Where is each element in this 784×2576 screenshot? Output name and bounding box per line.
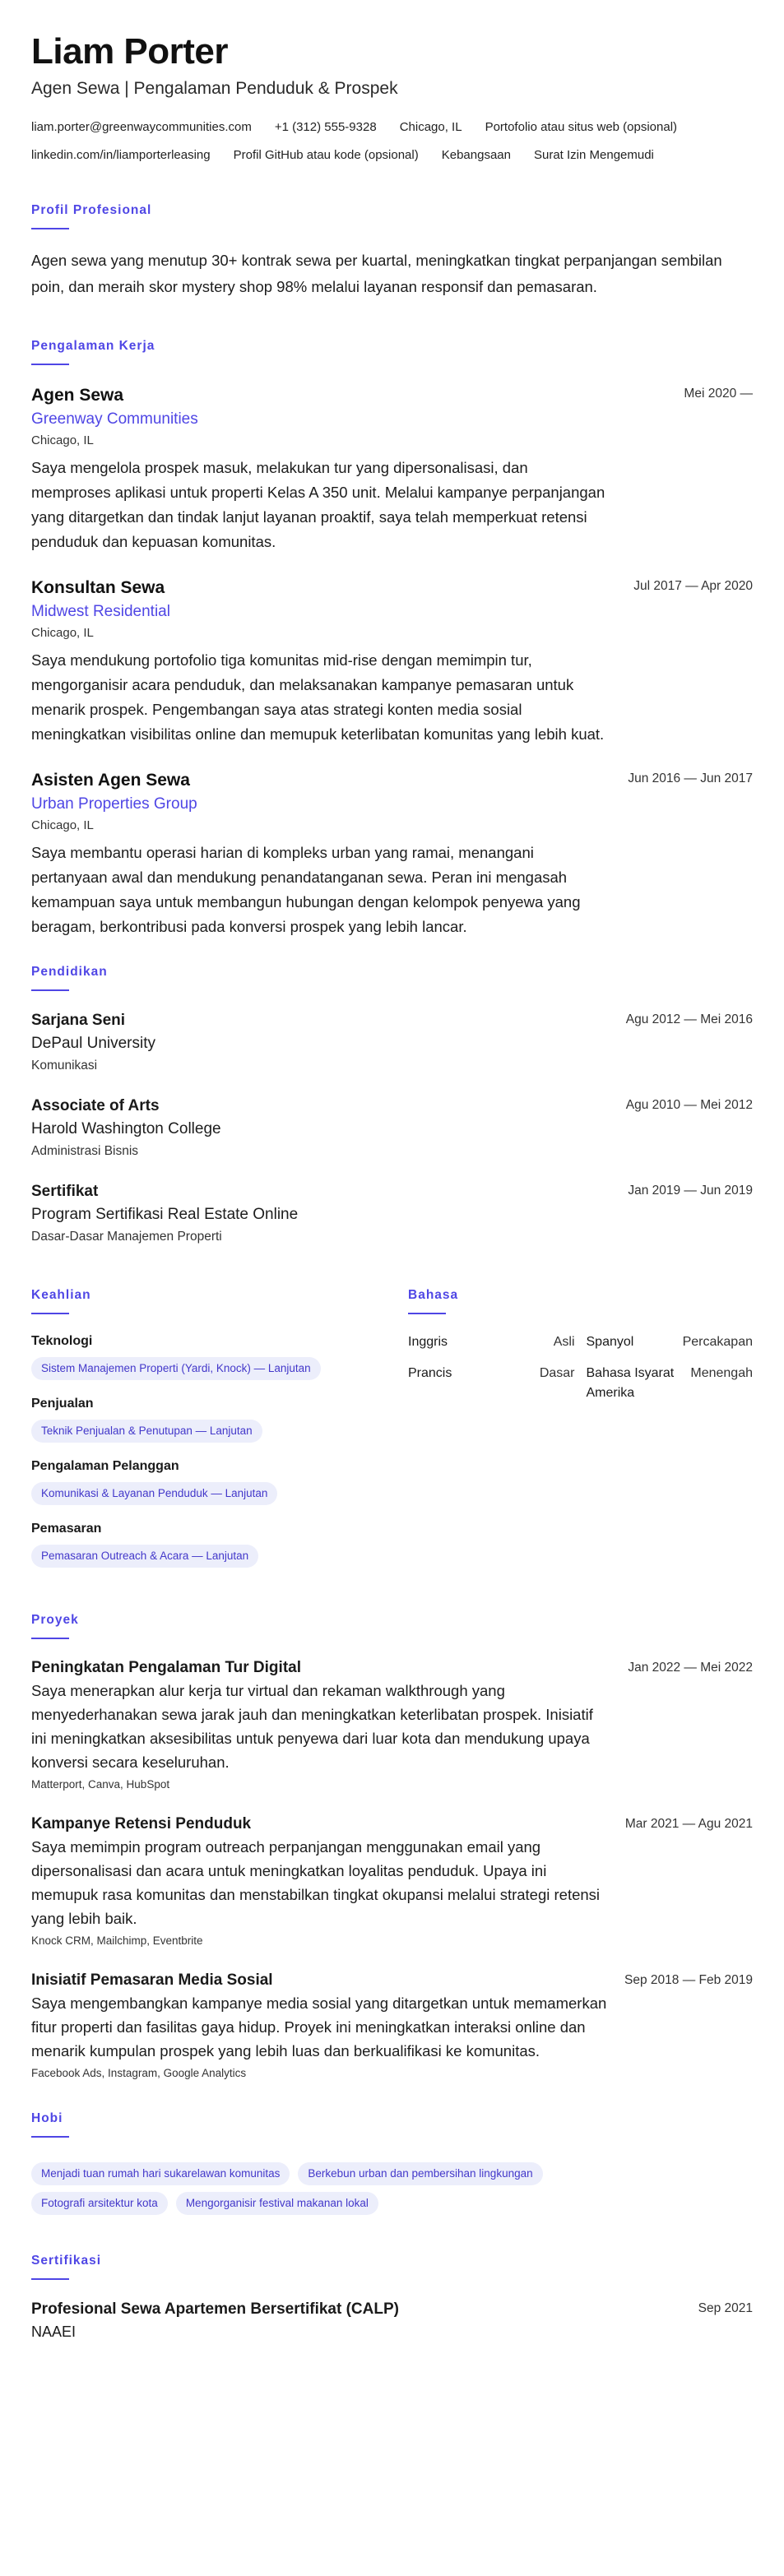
hobby-chip: Fotografi arsitektur kota	[31, 2192, 168, 2215]
contact-phone[interactable]: +1 (312) 555-9328	[274, 120, 377, 134]
certification-name: Profesional Sewa Apartemen Bersertifikat (CALP)	[31, 2300, 399, 2318]
certification-issuer: NAAEI	[31, 2323, 77, 2340]
project-name: Inisiatif Pemasaran Media Sosial	[31, 1971, 273, 1989]
job-description: Saya mengelola prospek masuk, melakukan tur yang dipersonalisasi, dan memproses aplikasi untuk properti Kelas A 350 unit. Melalui kampanye perpanjangan yang ditargetkan dan tindak lanjut layanan proaktif, saya telah memperkuat retensi penduduk dan kepuasan komunitas.	[31, 459, 605, 550]
job-location: Chicago, IL	[31, 433, 94, 447]
projects-section-title: Proyek	[31, 1613, 79, 1627]
job-date: Jul 2017 — Apr 2020	[633, 579, 753, 593]
section-divider	[31, 2278, 69, 2280]
school-name: Program Sertifikasi Real Estate Online	[31, 1206, 299, 1223]
skills-section	[31, 1266, 375, 1582]
project-description: Saya menerapkan alur kerja tur virtual dan rekaman walkthrough yang menyederhanakan sewa jarak jauh dan meningkatkan keterlibatan prospek. Inisiatif ini meningkatkan aksesibilitas untuk penyewa dari luar kota dan mendukung upaya konversi secara keseluruhan.	[31, 1682, 593, 1771]
section-divider	[31, 228, 69, 229]
summary-text: Agen sewa yang menutup 30+ kontrak sewa per kuartal, meningkatkan tingkat perpanjangan sembilan poin, dan meraih skor mystery shop 98% melalui layanan responsif dan pemasaran.	[31, 252, 722, 295]
resume-header	[31, 31, 753, 169]
language-item	[587, 1364, 754, 1403]
job-location: Chicago, IL	[31, 818, 94, 832]
language-level: Percakapan	[682, 1335, 753, 1349]
skill-category: Pengalaman Pelanggan	[31, 1459, 179, 1473]
project-date: Mar 2021 — Agu 2021	[624, 1817, 753, 1831]
hobby-chip: Mengorganisir festival makanan lokal	[176, 2192, 378, 2215]
language-level: Dasar	[539, 1366, 575, 1380]
language-level: Menengah	[690, 1366, 753, 1380]
contact-drivers-license: Surat Izin Mengemudi	[533, 148, 654, 162]
education-date: Jan 2019 — Jun 2019	[628, 1184, 753, 1198]
degree-title: Sertifikat	[31, 1183, 99, 1200]
education-entry	[31, 1095, 753, 1162]
skill-chip: Pemasaran Outreach & Acara — Lanjutan	[31, 1545, 258, 1568]
skill-category: Teknologi	[31, 1334, 93, 1348]
project-date: Sep 2018 — Feb 2019	[624, 1973, 753, 1987]
project-entry	[31, 1970, 753, 2083]
education-section-title: Pendidikan	[31, 965, 108, 979]
skill-category: Pemasaran	[31, 1522, 102, 1536]
certification-entry	[31, 2298, 753, 2342]
company-name[interactable]: Greenway Communities	[31, 410, 198, 428]
language-name: Bahasa Isyarat Amerika	[586, 1366, 675, 1400]
skill-chip: Sistem Manajemen Properti (Yardi, Knock) — Lanjutan	[31, 1357, 321, 1380]
experience-entry	[31, 768, 753, 939]
contact-location: Chicago, IL	[399, 120, 462, 134]
job-title: Konsultan Sewa	[31, 578, 165, 597]
section-divider	[31, 989, 69, 991]
project-description: Saya mengembangkan kampanye media sosial yang ditargetkan untuk memamerkan fitur properti dan fasilitas gaya hidup. Proyek ini meningkatkan interaksi online dan menarik kumpulan prospek yang lebih luas dan berkualifikasi ke komunitas.	[31, 1995, 607, 2059]
school-name: DePaul University	[31, 1035, 155, 1052]
skills-languages-row	[31, 1266, 753, 1582]
skill-group	[31, 1332, 375, 1380]
contact-email[interactable]: liam.porter@greenwaycommunities.com	[31, 120, 252, 134]
project-tools: Knock CRM, Mailchimp, Eventbrite	[31, 1934, 203, 1947]
language-list	[408, 1332, 753, 1403]
education-entry	[31, 1180, 753, 1248]
language-name: Prancis	[408, 1366, 452, 1380]
hobby-chip: Menjadi tuan rumah hari sukarelawan komunitas	[31, 2162, 290, 2185]
field-of-study: Komunikasi	[31, 1059, 98, 1073]
job-title: Asisten Agen Sewa	[31, 771, 190, 790]
hobby-chip: Berkebun urban dan pembersihan lingkungan	[298, 2162, 542, 2185]
language-item	[408, 1364, 575, 1403]
contact-list	[31, 114, 753, 169]
language-name: Spanyol	[586, 1335, 634, 1349]
education-date: Agu 2012 — Mei 2016	[625, 1012, 753, 1026]
job-location: Chicago, IL	[31, 626, 94, 640]
skill-chip: Komunikasi & Layanan Penduduk — Lanjutan	[31, 1482, 277, 1505]
hobbies-section-title: Hobi	[31, 2111, 63, 2125]
project-description: Saya memimpin program outreach perpanjangan menggunakan email yang dipersonalisasi dan acara untuk meningkatkan loyalitas penduduk. Upaya ini memupuk rasa komunitas dan menstabilkan tingkat okupansi melalui strategi retensi yang lebih baik.	[31, 1838, 601, 1927]
certification-date: Sep 2021	[698, 2301, 753, 2315]
skills-section-title: Keahlian	[31, 1288, 91, 1302]
summary-section-title: Profil Profesional	[31, 203, 152, 217]
job-date: Jun 2016 — Jun 2017	[628, 771, 753, 785]
languages-section	[408, 1266, 753, 1582]
contact-github[interactable]: Profil GitHub atau kode (opsional)	[233, 148, 419, 162]
company-name[interactable]: Urban Properties Group	[31, 795, 197, 813]
section-divider	[31, 1638, 69, 1639]
experience-entry	[31, 383, 753, 554]
company-name[interactable]: Midwest Residential	[31, 603, 170, 620]
language-item	[408, 1332, 575, 1352]
skill-group	[31, 1457, 375, 1505]
contact-nationality: Kebangsaan	[441, 148, 511, 162]
education-entry	[31, 1009, 753, 1077]
skill-group	[31, 1395, 375, 1443]
experience-section-title: Pengalaman Kerja	[31, 339, 155, 353]
school-name: Harold Washington College	[31, 1120, 221, 1137]
skill-chip: Teknik Penjualan & Penutupan — Lanjutan	[31, 1420, 262, 1443]
project-tools: Matterport, Canva, HubSpot	[31, 1778, 170, 1791]
job-description: Saya membantu operasi harian di kompleks urban yang ramai, menangani pertanyaan awal dan mendukung penandatanganan sewa. Peran ini mengasah kemampuan saya untuk membangun hubungan dengan kelompok penyewa yang beragam, berkontribusi pada konversi prospek yang lebih lancar.	[31, 844, 581, 935]
certifications-section-title: Sertifikasi	[31, 2254, 102, 2268]
field-of-study: Dasar-Dasar Manajemen Properti	[31, 1230, 222, 1244]
project-tools: Facebook Ads, Instagram, Google Analytics	[31, 2067, 247, 2079]
hobby-list	[31, 2156, 656, 2215]
degree-title: Sarjana Seni	[31, 1012, 126, 1029]
job-date: Mei 2020 —	[684, 387, 753, 401]
section-divider	[31, 364, 69, 365]
project-date: Jan 2022 — Mei 2022	[628, 1661, 753, 1675]
project-entry	[31, 1814, 753, 1950]
degree-title: Associate of Arts	[31, 1097, 160, 1114]
field-of-study: Administrasi Bisnis	[31, 1144, 139, 1158]
contact-linkedin[interactable]: linkedin.com/in/liamporterleasing	[31, 148, 211, 162]
language-level: Asli	[553, 1335, 575, 1349]
project-entry	[31, 1657, 753, 1794]
section-divider	[31, 1313, 69, 1314]
job-title: Agen Sewa	[31, 386, 124, 405]
project-name: Peningkatan Pengalaman Tur Digital	[31, 1659, 301, 1676]
candidate-headline: Agen Sewa | Pengalaman Penduduk & Prospek	[31, 79, 398, 98]
skill-category: Penjualan	[31, 1397, 94, 1411]
job-description: Saya mendukung portofolio tiga komunitas mid-rise dengan memimpin tur, mengorganisir acara penduduk, dan melaksanakan kampanye pemasaran untuk menarik prospek. Pengembangan saya atas strategi konten media sosial meningkatkan visibilitas online dan memupuk keterlibatan komunitas yang lebih kuat.	[31, 651, 605, 743]
language-name: Inggris	[408, 1335, 448, 1349]
languages-section-title: Bahasa	[408, 1288, 459, 1302]
education-date: Agu 2010 — Mei 2012	[625, 1098, 753, 1112]
candidate-name: Liam Porter	[31, 31, 229, 72]
project-name: Kampanye Retensi Penduduk	[31, 1815, 252, 1832]
skill-group	[31, 1520, 375, 1568]
experience-entry	[31, 576, 753, 747]
section-divider	[408, 1313, 446, 1314]
section-divider	[31, 2136, 69, 2138]
language-item	[587, 1332, 754, 1352]
contact-portfolio[interactable]: Portofolio atau situs web (opsional)	[485, 120, 678, 134]
